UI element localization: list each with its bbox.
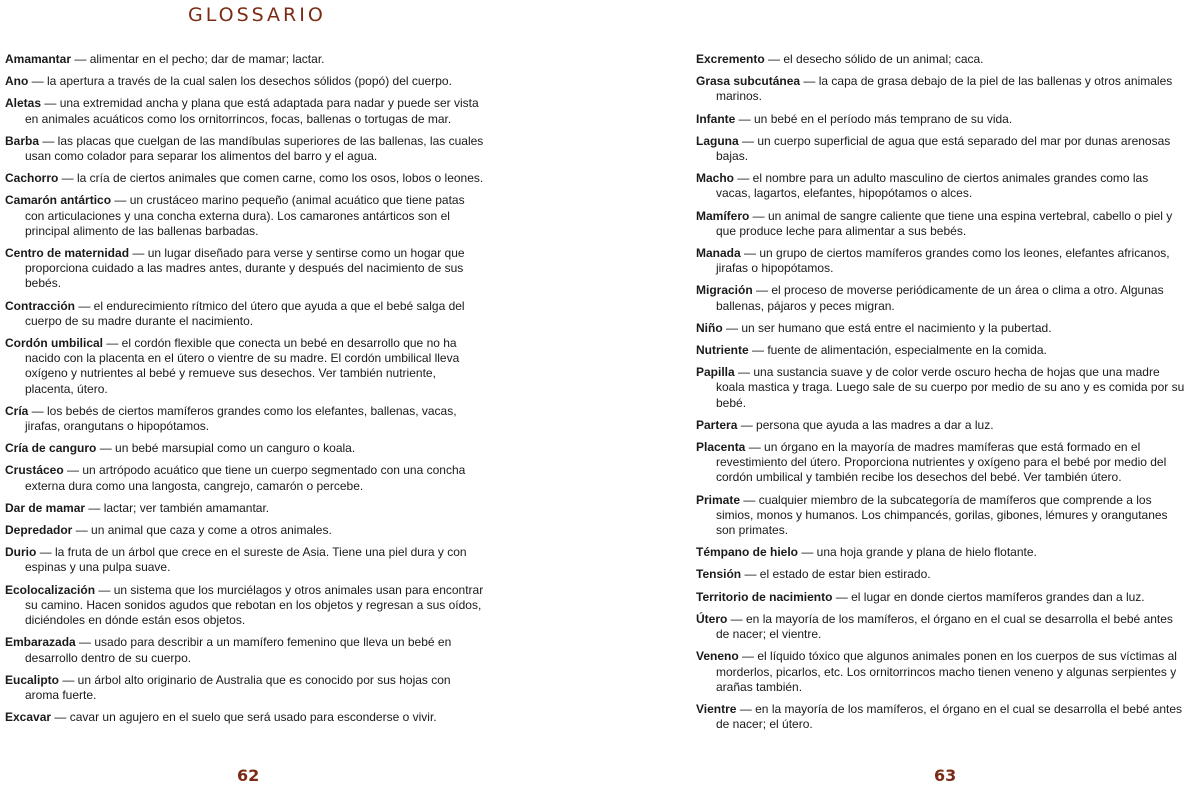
glossary-title: GLOSSARIO [188,4,326,26]
glossary-definition: — un animal que caza y come a otros animales. [72,523,332,538]
glossary-term: Nutriente [696,343,749,358]
glossary-term: Papilla [696,365,735,380]
glossary-term: Durio [5,545,37,560]
glossary-term: Primate [696,492,741,507]
glossary-term: Depredador [5,523,73,538]
glossary-term: Migración [696,283,753,298]
glossary-entry [5,336,487,397]
glossary-term: Centro de maternidad [5,246,130,261]
glossary-definition: — el cordón flexible que conecta un bebé en desarrollo que no ha nacido con la placenta en el útero o vientre de su madre. El cordón umbilical lleva oxígeno y nutrientes al bebé y remueve sus desechos. Ver también nutriente, placenta, útero. [25,336,460,396]
glossary-definition: — el lugar en donde ciertos mamíferos grandes dan a luz. [832,589,1145,604]
glossary-entry [5,545,487,575]
glossary-entry [5,96,487,126]
glossary-entry [696,134,1186,164]
glossary-term: Crustáceo [5,463,64,478]
glossary-term: Ecolocalización [5,582,96,597]
glossary-definition: — un animal de sangre caliente que tiene una espina vertebral, cabello o piel y que produce leche para alimentar a sus bebés. [716,208,1173,238]
glossary-entry [696,545,1186,560]
glossary-entry [696,440,1186,486]
glossary-entry [696,74,1186,104]
glossary-term: Embarazada [5,635,76,650]
glossary-term: Contracción [5,298,76,313]
glossary-entry [5,441,487,456]
glossary-definition: — una hoja grande y plana de hielo flotante. [798,545,1037,560]
glossary-definition: — cavar un agujero en el suelo que será usado para esconderse o vivir. [51,710,437,725]
glossary-term: Eucalipto [5,672,60,687]
glossary-definition: — usado para describir a un mamífero femenino que lleva un bebé en desarrollo dentro de su cuerpo. [25,635,452,665]
glossary-definition: — un órgano en la mayoría de madres mamíferas que está formado en el revestimiento del útero. Proporciona nutrientes y oxígeno para el bebé por medio del cordón umbilical y también recibe los desechos del bebé. Ver también útero. [716,440,1167,485]
glossary-entry [5,52,487,67]
glossary-entry [5,171,487,186]
glossary-entry [5,134,487,164]
glossary-entry [5,299,487,329]
glossary-definition: — el líquido tóxico que algunos animales ponen en los cuerpos de sus víctimas al morderlos, picarlos, etc. Los ornitorrincos macho tienen veneno y algunas serpientes y arañas también. [716,649,1177,694]
glossary-term: Ano [5,74,29,89]
glossary-term: Excavar [5,710,52,725]
glossary-definition: — un artrópodo acuático que tiene un cuerpo segmentado con una concha externa dura como una langosta, cangrejo, camarón o percebe. [25,463,466,493]
glossary-term: Cría de canguro [5,441,97,456]
glossary-definition: — un árbol alto originario de Australia que es conocido por sus hojas con aroma fuerte. [25,672,451,702]
glossary-term: Territorio de nacimiento [696,589,833,604]
glossary-definition: — la apertura a través de la cual salen los desechos sólidos (popó) del cuerpo. [28,74,452,89]
glossary-definition: — los bebés de ciertos mamíferos grandes como los elefantes, ballenas, vacas, jirafas, orangutans o hipopótamos. [25,403,457,434]
glossary-definition: — un bebé en el período más temprano de su vida. [735,111,1013,126]
glossary-entry [5,74,487,89]
glossary-term: Barba [5,133,40,148]
glossary-definition: — en la mayoría de los mamíferos, el órgano en el cual se desarrolla el bebé antes de nacer; el vientre. [716,611,1173,642]
glossary-entry [5,673,487,703]
glossary-term: Dar de mamar [5,500,86,515]
glossary-entry [5,710,487,725]
glossary-term: Aletas [5,96,42,111]
glossary-entry [696,702,1186,732]
glossary-entry [696,365,1186,411]
glossary-term: Placenta [696,440,746,455]
glossary-term: Excremento [696,52,765,66]
glossary-entry [5,523,487,538]
glossary-definition: — una extremidad ancha y plana que está adaptada para nadar y puede ser vista en animales acuáticos como los ornitorrincos, focas, ballenas o tortugas de mar. [25,96,479,126]
glossary-term: Útero [696,611,728,626]
glossary-entry [5,404,487,434]
glossary-entry [696,112,1186,127]
page-number-left: 62 [237,766,260,785]
glossary-term: Partera [696,417,738,432]
glossary-definition: — alimentar en el pecho; dar de mamar; lactar. [71,52,325,66]
glossary-definition: — el nombre para un adulto masculino de ciertos animales grandes como las vacas, lagartos, elefantes, hipopótamos o alces. [716,171,1149,201]
glossary-entry [5,193,487,239]
glossary-definition: — un cuerpo superficial de agua que está separado del mar por dunas arenosas bajas. [716,133,1171,164]
glossary-entry [696,171,1186,201]
glossary-term: Veneno [696,649,739,664]
glossary-entry [696,612,1186,642]
glossary-definition: — la fruta de un árbol que crece en el sureste de Asia. Tiene una piel dura y con espinas y una pulpa suave. [25,545,467,575]
glossary-term: Niño [696,320,723,335]
glossary-definition: — el endurecimiento rítmico del útero que ayuda a que el bebé salga del cuerpo de su madre durante el nacimiento. [25,298,465,328]
glossary-definition: — persona que ayuda a las madres a dar a luz. [737,417,994,432]
page-number-right: 63 [934,766,957,785]
glossary-term: Mamífero [696,208,750,223]
glossary-term: Camarón antártico [5,193,112,208]
glossary-definition: — un crustáceo marino pequeño (animal acuático que tiene patas con articulaciones y una concha externa dura). Los camarones antárticos son el principal alimento de las ballenas barbadas. [25,193,465,238]
glossary-entry [696,209,1186,239]
glossary-entry [696,493,1186,539]
glossary-definition: — un bebé marsupial como un canguro o koala. [96,441,356,456]
glossary-definition: — un lugar diseñado para verse y sentirse como un hogar que proporciona cuidado a las madres antes, durante y después del nacimiento de sus bebés. [25,246,465,291]
glossary-column-right [696,52,1186,739]
glossary-definition: — el desecho sólido de un animal; caca. [764,52,984,66]
glossary-term: Tensión [696,567,742,582]
glossary-term: Laguna [696,133,739,148]
glossary-definition: — en la mayoría de los mamíferos, el órgano en el cual se desarrolla el bebé antes de nacer; el útero. [716,701,1183,732]
glossary-entry [696,321,1186,336]
glossary-entry [5,635,487,665]
glossary-definition: — el estado de estar bien estirado. [741,567,931,582]
glossary-entry [696,283,1186,313]
glossary-term: Cachorro [5,171,59,186]
glossary-entry [696,567,1186,582]
glossary-entry [696,343,1186,358]
glossary-definition: — fuente de alimentación, especialmente en la comida. [748,343,1047,358]
glossary-entry [5,583,487,629]
glossary-entry [5,463,487,493]
glossary-definition: — lactar; ver también amamantar. [85,500,270,515]
glossary-term: Grasa subcutánea [696,74,801,89]
glossary-term: Manada [696,246,741,261]
glossary-definition: — un ser humano que está entre el nacimiento y la pubertad. [722,320,1052,335]
glossary-term: Vientre [696,701,737,716]
glossary-term: Cría [5,403,29,418]
glossary-term: Cordón umbilical [5,336,104,351]
glossary-term: Témpano de hielo [696,545,799,560]
glossary-definition: — un sistema que los murciélagos y otros animales usan para encontrar su camino. Hacen sonidos agudos que rebotan en los objetos y regresan a sus oídos, diciéndoles en dónde están esos objetos. [25,582,484,628]
glossary-entry [696,418,1186,433]
glossary-definition: — un grupo de ciertos mamíferos grandes como los leones, elefantes africanos, jirafas o hipopótamos. [716,246,1170,276]
glossary-entry [696,246,1186,276]
glossary-definition: — la cría de ciertos animales que comen carne, como los osos, lobos o leones. [58,171,484,186]
glossary-definition: — cualquier miembro de la subcategoría de mamíferos que comprende a los simios, monos y humanos. Los chimpancés, gorilas, gibones, lémures y orangutanes son primates. [716,492,1168,538]
glossary-entry [696,52,1186,67]
glossary-entry [5,501,487,516]
glossary-definition: — las placas que cuelgan de las mandíbulas superiores de las ballenas, las cuales usan como colador para separar los alimentos del barro y el agua. [25,133,484,164]
glossary-entry [696,590,1186,605]
glossary-definition: — el proceso de moverse periódicamente de un área o clima a otro. Algunas ballenas, pájaros y peces migran. [716,283,1164,313]
glossary-entry [5,246,487,292]
glossary-term: Macho [696,171,735,186]
glossary-definition: — una sustancia suave y de color verde oscuro hecha de hojas que una madre koala mastica y traga. Luego sale de su cuerpo por medio de su ano y es comida por su bebé. [716,365,1185,410]
glossary-column-left [5,52,487,732]
glossary-entry [696,649,1186,695]
glossary-term: Amamantar [5,52,72,66]
glossary-definition: — la capa de grasa debajo de la piel de las ballenas y otros animales marinos. [716,74,1173,104]
glossary-term: Infante [696,111,736,126]
